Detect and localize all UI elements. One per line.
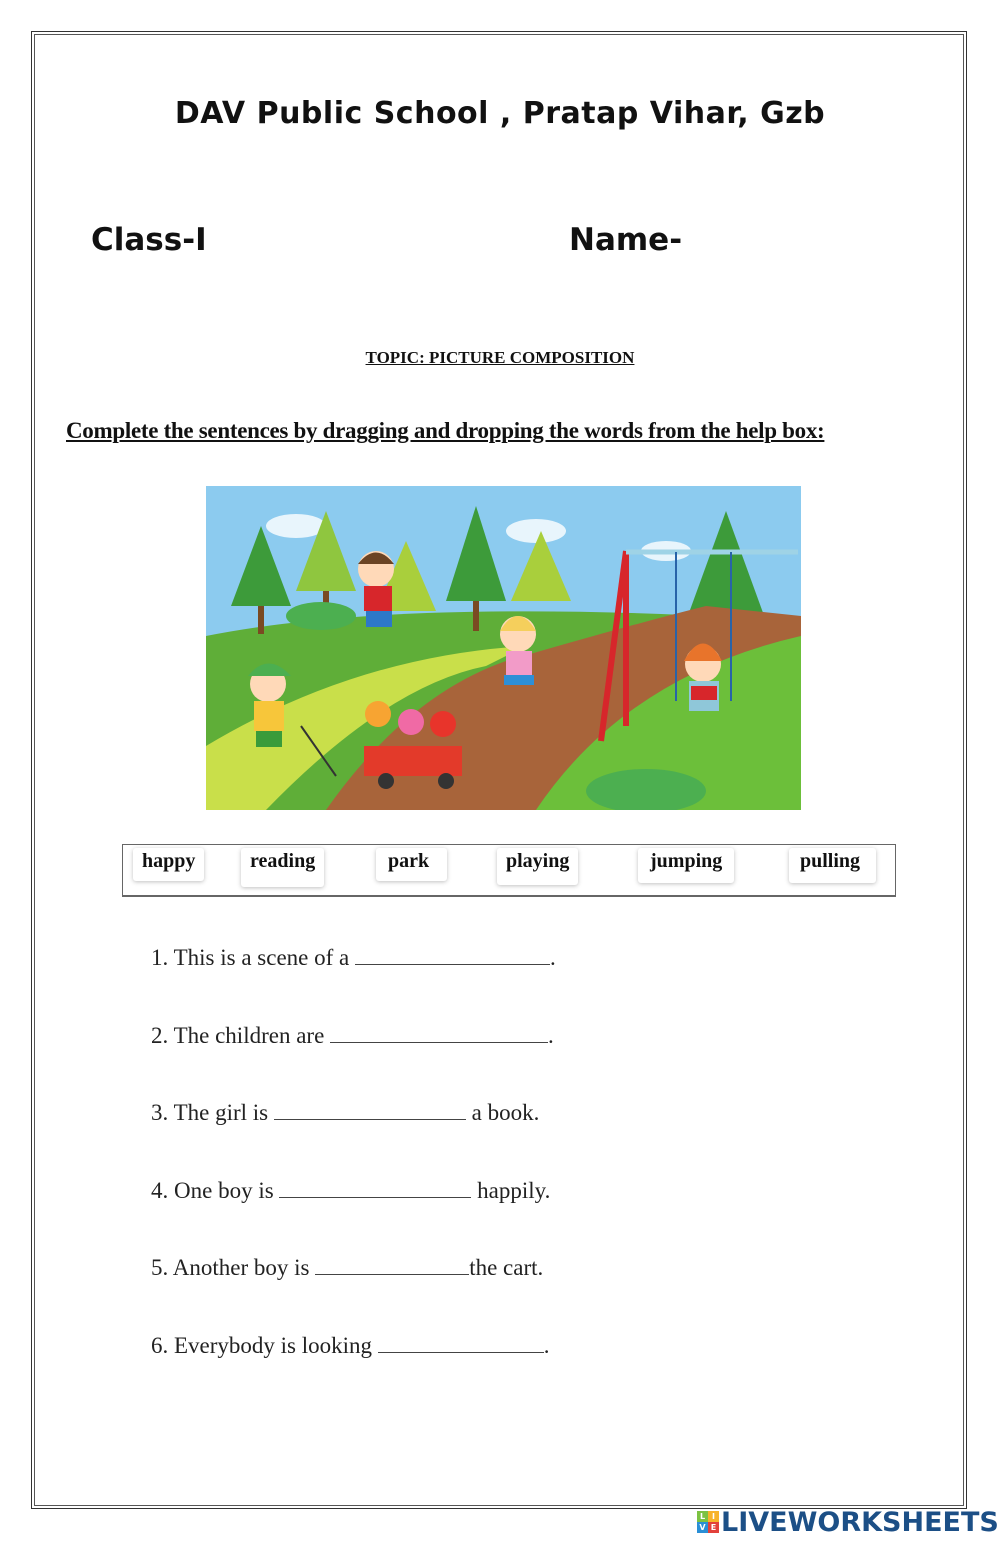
- question-4: 4. One boy is happily.: [151, 1178, 551, 1203]
- school-title: DAV Public School , Pratap Vihar, Gzb: [174, 96, 826, 131]
- question-5: 5. Another boy is the cart.: [151, 1255, 544, 1280]
- name-label: Name-: [569, 222, 683, 258]
- word-chip-playing[interactable]: playing: [497, 848, 578, 885]
- class-label: Class-I: [91, 222, 207, 258]
- logo-wordmark: LIVEWORKSHEETS: [721, 1506, 999, 1538]
- instruction-text: Complete the sentences by dragging and dropping the words from the help box:: [66, 418, 825, 443]
- liveworksheets-logo: [697, 1507, 999, 1537]
- word-chip-reading[interactable]: reading: [241, 848, 324, 887]
- drop-blank-2[interactable]: [330, 1022, 548, 1043]
- live-blocks-icon: L I V E: [697, 1511, 719, 1533]
- question-1: 1. This is a scene of a .: [151, 945, 556, 970]
- word-chip-happy[interactable]: happy: [133, 848, 204, 881]
- topic-heading: TOPIC: PICTURE COMPOSITION: [365, 348, 635, 367]
- question-6: 6. Everybody is looking .: [151, 1333, 550, 1358]
- park-scene-image: [206, 486, 801, 810]
- word-chip-pulling[interactable]: pulling: [789, 848, 876, 883]
- question-2: 2. The children are .: [151, 1023, 554, 1048]
- drop-blank-1[interactable]: [355, 944, 550, 965]
- drop-blank-4[interactable]: [279, 1177, 471, 1198]
- drop-blank-5[interactable]: [315, 1254, 469, 1275]
- drop-blank-3[interactable]: [274, 1099, 466, 1120]
- word-chip-jumping[interactable]: jumping: [638, 848, 734, 883]
- word-chip-park[interactable]: park: [376, 848, 447, 881]
- question-3: 3. The girl is a book.: [151, 1100, 540, 1125]
- help-box: [122, 844, 896, 897]
- drop-blank-6[interactable]: [378, 1332, 544, 1353]
